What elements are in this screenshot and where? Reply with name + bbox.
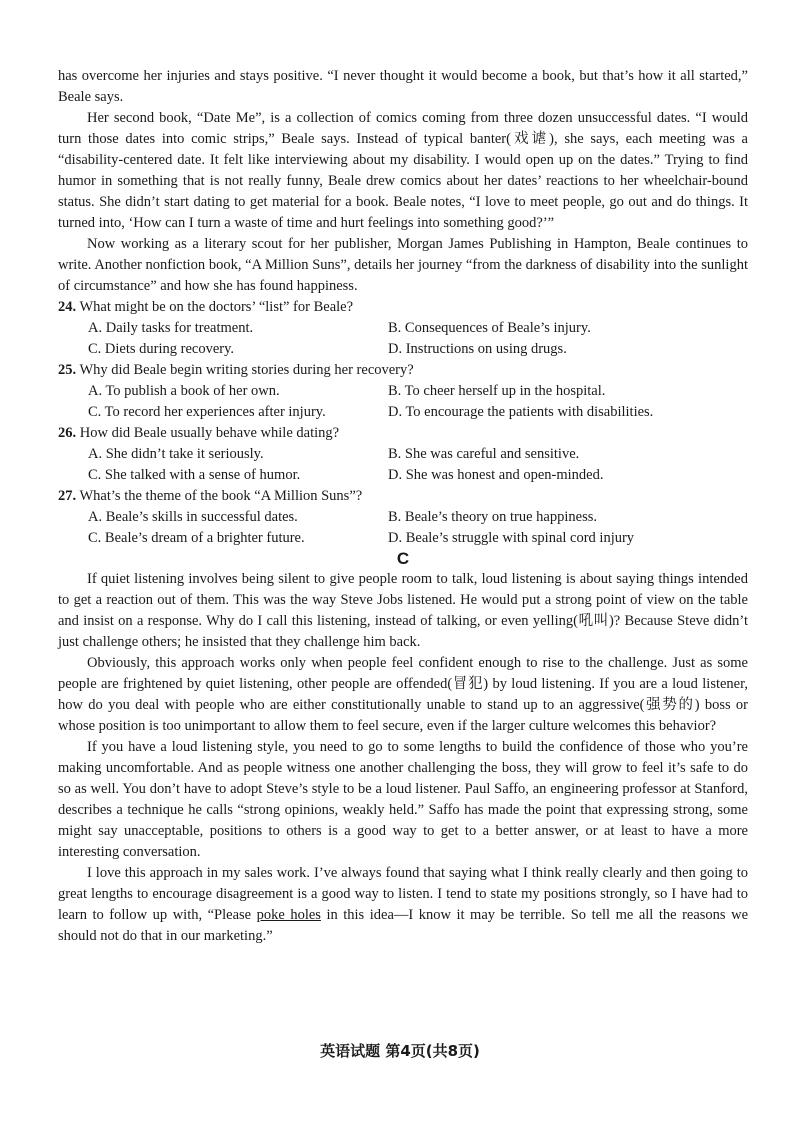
paragraph-text-end: in this idea—I know it may be terrible. So tell me all the reasons we should not do that in our marketing.”: [58, 907, 749, 944]
page-content: [58, 66, 748, 947]
passage-c-paragraph-4: [58, 863, 748, 947]
option-c: C. Beale’s dream of a brighter future.: [88, 530, 305, 546]
question-number: 24.: [58, 299, 77, 315]
question-27: [58, 486, 748, 549]
question-stem: [58, 486, 748, 507]
option-a: A. Beale’s skills in successful dates.: [88, 509, 298, 525]
option-c: C. She talked with a sense of humor.: [88, 467, 301, 483]
passage-c-paragraph-3: If you have a loud listening style, you need to go to some lengths to build the confidence of those who you’re making uncomfortable. And as people witness one another challenging the boss, they will grow to feel it’s safe to do so as well. You don’t have to adopt Steve’s style to be a loud listener. Paul Saffo, an engineering professor at Stanford, describes a technique he calls “strong opinions, weakly held.” Saffo has made the point that expressing strong, some might say unacceptable, positions to others is a good way to get to a better answer, or at least to have a more interesting conversation.: [58, 739, 748, 860]
question-text: Why did Beale begin writing stories during her recovery?: [79, 362, 414, 378]
underlined-phrase: poke holes: [256, 907, 321, 923]
page-footer: 英语试题 第4页(共8页): [320, 1042, 480, 1060]
options: [58, 444, 748, 486]
option-c: C. To record her experiences after injury.: [88, 404, 326, 420]
options: [58, 381, 748, 423]
option-d: D. Beale’s struggle with spinal cord injury: [388, 530, 635, 546]
option-d: D. She was honest and open-minded.: [388, 467, 604, 483]
paragraph-text-start: I love this approach in my sales work. I’ve always found that saying what I think really clearly and then going to great lengths to encourage disagreement is a good way to listen. I tend to state my positions strongly, so I have had to learn to follow up with, “Please: [58, 865, 748, 923]
option-b: B. She was careful and sensitive.: [388, 446, 580, 462]
question-stem: [58, 360, 748, 381]
option-c: C. Diets during recovery.: [88, 341, 235, 357]
option-a: A. She didn’t take it seriously.: [88, 446, 264, 462]
question-number: 26.: [58, 425, 77, 441]
question-stem: [58, 423, 748, 444]
question-number: 25.: [58, 362, 77, 378]
question-text: What’s the theme of the book “A Million Suns”?: [79, 488, 363, 504]
option-a: A. To publish a book of her own.: [88, 383, 280, 399]
question-text: How did Beale usually behave while dating?: [79, 425, 340, 441]
option-d: D. Instructions on using drugs.: [388, 341, 567, 357]
passage-b-paragraph-3: Now working as a literary scout for her publisher, Morgan James Publishing in Hampton, Beale continues to write. Another nonfiction book, “A Million Suns”, details her journey “from the darkness of disability into the sunlight of circumstance” and how she has found happiness.: [58, 236, 748, 294]
question-number: 27.: [58, 488, 77, 504]
passage-c-paragraph-2: Obviously, this approach works only when people feel confident enough to rise to the challenge. Just as some people are frightened by quiet listening, other people are offended(冒犯) by loud listening. If you are a loud listener, how do you deal with people who are either constitutionally unable to stand up to an aggressive(强势的) boss or whose position is too unimportant to allow them to feel secure, even if the larger culture welcomes this behavior?: [58, 655, 748, 734]
question-24: [58, 297, 748, 360]
passage-c-paragraph-1: If quiet listening involves being silent to give people room to talk, loud listening is about saying things intended to get a reaction out of them. This was the way Steve Jobs listened. He would put a strong point of view on the table and insist on a response. Why do I call this listening, instead of talking, or even yelling(吼叫)? Because Steve didn’t just challenge others; he insisted that they challenge him back.: [58, 571, 748, 650]
option-b: B. To cheer herself up in the hospital.: [388, 383, 606, 399]
option-a: A. Daily tasks for treatment.: [88, 320, 254, 336]
passage-b-paragraph-2: Her second book, “Date Me”, is a collection of comics coming from three dozen unsuccessful dates. “I would turn those dates into comic strips,” Beale says. Instead of typical banter(戏谑), she says, each meeting was a “disability-centered date. It felt like interviewing about my disability. I would open up on the dates.” Trying to find humor in something that is not really funny, Beale drew comics about her dates’ reactions to her wheelchair-bound status. She didn’t start dating to get material for a book. Beale notes, “I love to meet people, go out and do things. It turned into, ‘How can I turn a waste of time and hurt feelings into something good?’”: [58, 110, 748, 231]
option-b: B. Consequences of Beale’s injury.: [388, 320, 591, 336]
options: [58, 318, 748, 360]
question-26: [58, 423, 748, 486]
option-b: B. Beale’s theory on true happiness.: [388, 509, 597, 525]
question-text: What might be on the doctors’ “list” for Beale?: [79, 299, 354, 315]
passage-b-paragraph-1: has overcome her injuries and stays positive. “I never thought it would become a book, but that’s how it all started,” Beale says.: [58, 68, 748, 105]
options: [58, 507, 748, 549]
question-25: [58, 360, 748, 423]
question-stem: [58, 297, 748, 318]
option-d: D. To encourage the patients with disabilities.: [388, 404, 654, 420]
section-c-heading: C: [396, 549, 410, 568]
